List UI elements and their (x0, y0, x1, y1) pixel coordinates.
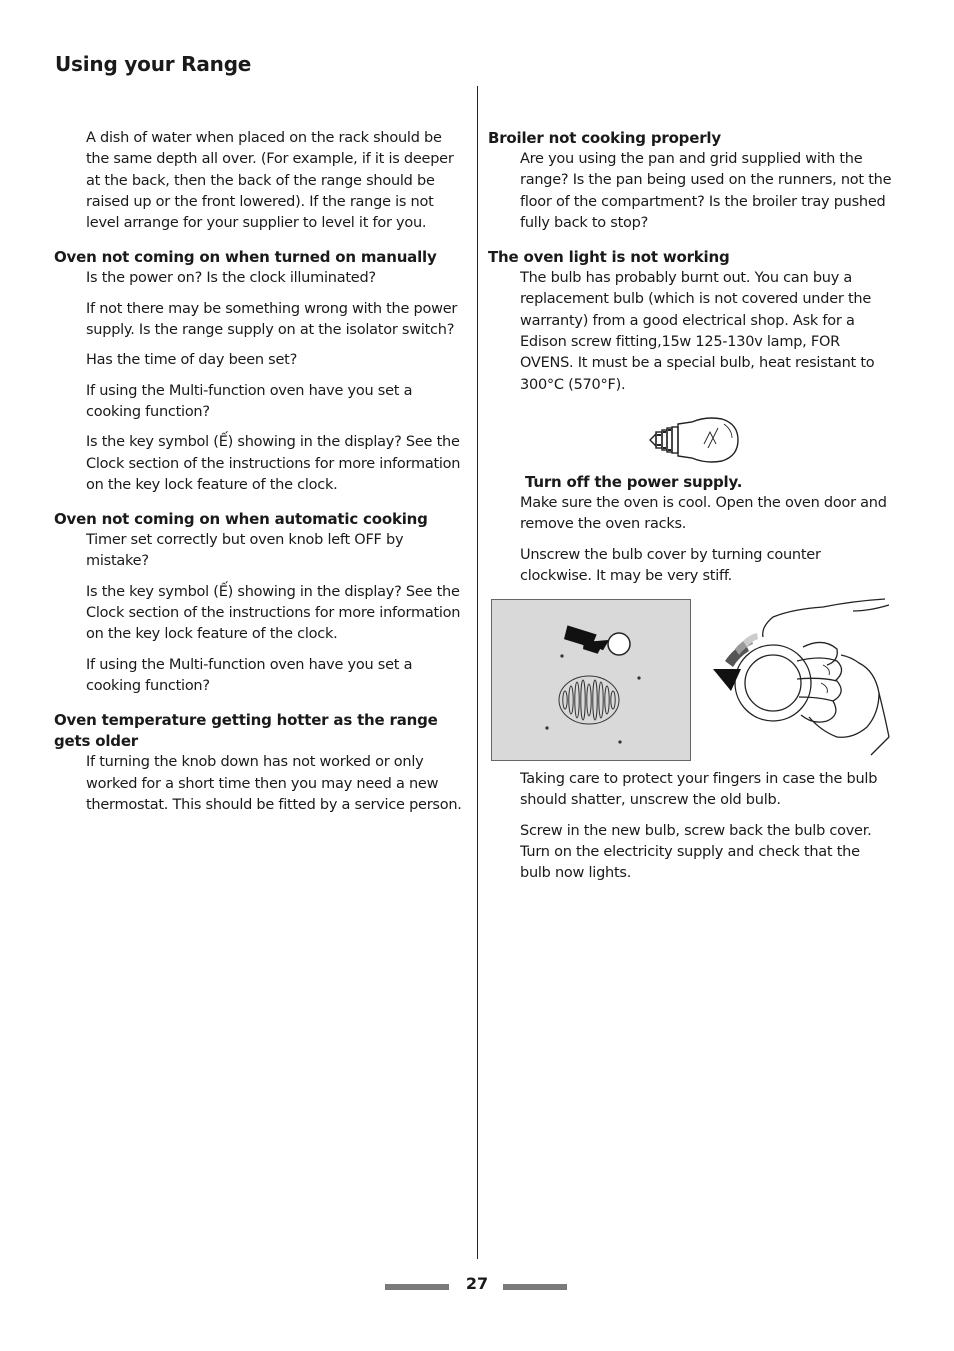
paragraph: Unscrew the bulb cover by turning counter clockwise. It may be very stiff. (520, 546, 821, 584)
section-heading: Broiler not cooking properly (488, 129, 721, 147)
page-title: Using your Range (55, 52, 252, 76)
oven-bulb-illustration (648, 414, 742, 466)
paragraph: Screw in the new bulb, screw back the bulb cover. Turn on the electricity supply and check that the bulb now lights. (520, 822, 872, 882)
section-oven-manual (54, 247, 464, 496)
paragraph: Timer set correctly but oven knob left OFF by mistake? (86, 532, 404, 570)
section-heading: Oven temperature getting hotter as the range gets older (54, 711, 438, 751)
paragraph: Is the power on? Is the clock illuminated? (86, 270, 376, 287)
section-heading: Oven not coming on when turned on manually (54, 248, 437, 267)
paragraph: The bulb has probably burnt out. You can buy a replacement bulb (which is not covered under the warranty) from a good electrical shop. Ask for a Edison screw fitting,15w 125-130v lamp, FOR OVENS. It must be a special bulb, heat resistant to 300°C (570°F). (520, 270, 875, 393)
page-number: 27 (465, 1274, 489, 1293)
column-divider (477, 86, 478, 1259)
section-broiler (488, 128, 893, 234)
paragraph: If turning the knob down has not worked or only worked for a short time then you may need a new thermostat. This should be fitted by a service person. (86, 754, 462, 813)
paragraph: If not there may be something wrong with the power supply. Is the range supply on at the isolator switch? (86, 300, 458, 339)
paragraph: Is the key symbol (Ế) showing in the display? See the Clock section of the instructions for more information on the key lock feature of the clock. (86, 583, 461, 643)
left-column (54, 128, 464, 829)
hand-unscrew-illustration (703, 597, 893, 761)
section-oven-light (488, 247, 893, 396)
section-oven-automatic (54, 509, 464, 697)
footer-bar-right (503, 1284, 567, 1290)
intro-section (54, 128, 464, 234)
paragraph: Are you using the pan and grid supplied with the range? Is the pan being used on the runners, not the floor of the compartment? Is the broiler tray pushed fully back to stop? (520, 151, 892, 231)
bulb-removal-illustrations (491, 599, 893, 761)
paragraph: If using the Multi-function oven have you set a cooking function? (86, 656, 413, 694)
paragraph: Is the key symbol (Ế) showing in the display? See the Clock section of the instructions for more information on the key lock feature of the clock. (86, 434, 461, 493)
intro-paragraph: A dish of water when placed on the rack should be the same depth all over. (For example, if it is deeper at the back, then the back of the range should be raised up or the front lowered). If the range is not level arrange for your supplier to level it for you. (86, 130, 454, 232)
footer-bar-left (385, 1284, 449, 1290)
section-heading: The oven light is not working (488, 248, 730, 267)
paragraph: Taking care to protect your fingers in case the bulb should shatter, unscrew the old bulb. (520, 771, 878, 809)
power-heading: Turn off the power supply. (525, 472, 743, 491)
paragraph: Make sure the oven is cool. Open the oven door and remove the oven racks. (520, 494, 887, 533)
oven-interior-illustration (491, 599, 691, 761)
paragraph: If using the Multi-function oven have you set a cooking function? (86, 382, 413, 420)
page-footer (0, 1273, 954, 1299)
section-heading: Oven not coming on when automatic cooking (54, 510, 428, 529)
right-column (488, 128, 893, 894)
section-oven-hotter (54, 710, 464, 816)
paragraph: Has the time of day been set? (86, 352, 298, 369)
